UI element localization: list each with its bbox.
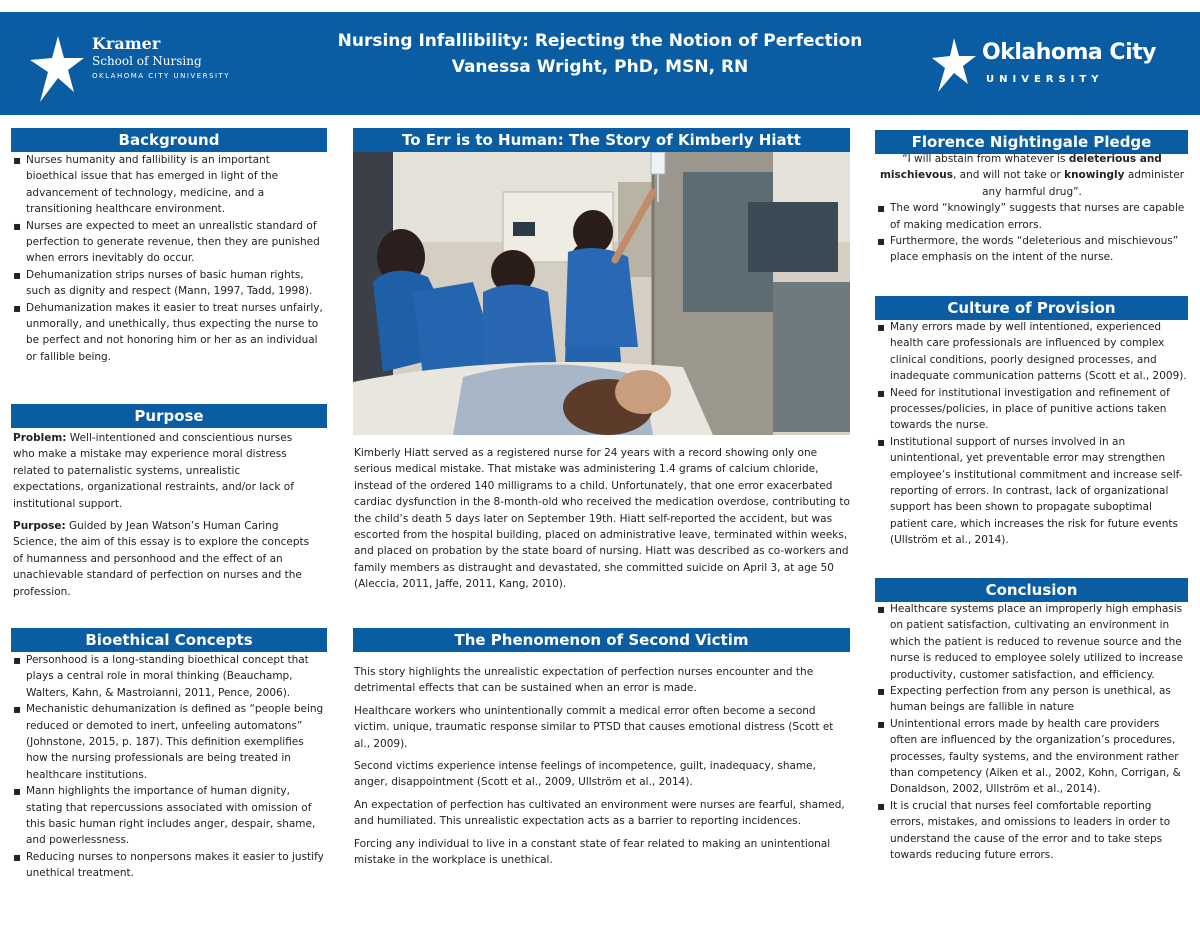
paragraph: Healthcare workers who unintentionally commit a medical error often become a second victim. unique, traumatic response similar to PTSD that causes emotional distress (Scott et al., 2009).: [354, 704, 834, 750]
problem-statement: [13, 430, 313, 512]
purpose-statement: [13, 518, 313, 600]
pledge-heading: Florence Nightingale Pledge: [875, 130, 1188, 154]
list-item: ▪ Institutional support of nurses involved in an unintentional, yet preventable error may strengthen employee’s institutional commitment and increase self-reporting of errors. In contrast, lack of organizational support has been shown to propagate suboptimal patient care, which increases the risk for future events (Ullström et al., 2014).: [876, 434, 1188, 549]
list-item: ▪ It is crucial that nurses feel comfortable reporting errors, mistakes, and omissions to leaders in order to understand the cause of the error and to take steps towards reducing future errors.: [876, 798, 1188, 864]
list-item: ▪ Reducing nurses to nonpersons makes it easier to justify unethical treatment.: [12, 849, 324, 882]
kramer-university: OKLAHOMA CITY UNIVERSITY: [92, 72, 231, 80]
list-item: ▪ Furthermore, the words “deleterious and mischievous” place emphasis on the intent of the nurse.: [876, 233, 1188, 266]
pledge-quote: [876, 151, 1188, 200]
poster-title-block: [300, 28, 900, 80]
conclusion-heading: Conclusion: [875, 578, 1188, 602]
second-victim-body: [354, 664, 852, 868]
purpose-text: Guided by Jean Watson’s Human Caring Science, the aim of this essay is to explore the concepts of humanness and personhood and the effect of an unachievable standard of perfection on nurses and the profession.: [13, 520, 310, 598]
story-heading: To Err is to Human: The Story of Kimberly Hiatt: [353, 128, 850, 152]
paragraph: This story highlights the unrealistic expectation of perfection nurses encounter and the detrimental effects that can be sustained when an error is made.: [354, 666, 814, 695]
list-item: ▪ Dehumanization makes it easier to treat nurses unfairly, unmorally, and unethically, thus expecting the nurse to be perfect and not honoring him or her as an individual or fallible being.: [12, 300, 324, 366]
quote-text: “I will abstain from whatever is: [902, 153, 1069, 165]
quote-emphasis: knowingly: [1064, 169, 1125, 182]
list-item: ▪ Expecting perfection from any person is unethical, as human beings are fallible in nature: [876, 683, 1188, 716]
poster-author: Vanessa Wright, PhD, MSN, RN: [451, 57, 749, 77]
paragraph: An expectation of perfection has cultivated an environment were nurses are fearful, shamed, and humiliated. This unrealistic expectation acts as a barrier to reporting incidences.: [354, 798, 845, 828]
pledge-body: [876, 151, 1188, 266]
story-text: Kimberly Hiatt served as a registered nurse for 24 years with a record showing only one serious medical mistake. That mistake was administering 1.4 grams of calcium chloride, instead of the ordered 140 milligrams to a child. Unfortunately, that one error exacerbated cardiac dysfunction in the 8-month-old who received the medication overdose, contributing to the child’s death 5 days later on September 19th. Hiatt self-reported the accident, but was escorted from the hospital building, placed on administrative leave, terminated within weeks, and placed on probation by the state board of nursing. Hiatt was described as co-workers and family members as distraught and devastated, she committed suicide on April 3, at age 50 (Aleccia, 2011, Jaffe, 2011, Kang, 2010).: [354, 447, 850, 591]
okc-name: Oklahoma City: [982, 40, 1156, 65]
list-item: ▪ Dehumanization strips nurses of basic human rights, such as dignity and respect (Mann, 1997, Tadd, 1998).: [12, 267, 324, 300]
purpose-heading: Purpose: [11, 404, 327, 428]
list-item: ▪ Mechanistic dehumanization is defined as “people being reduced or demoted to inert, unfeeling automatons” (Johnstone, 2015, p. 187). This definition exemplifies how the nursing professionals are being treated in healthcare institutions.: [12, 701, 324, 783]
kramer-subtitle: School of Nursing: [92, 54, 202, 68]
star-icon: [28, 32, 86, 104]
list-item: ▪ Unintentional errors made by health care providers often are influenced by the organization’s procedures, processes, faulty systems, and the environment rather than competency (Aiken et al., 2002, Kohn, Corrigan, & Donaldson, 2002, Ullström et al., 2014).: [876, 716, 1188, 798]
quote-emphasis: deleterious and mischievous: [879, 153, 1162, 182]
purpose-body: [13, 430, 313, 600]
photo-illustration: [353, 152, 850, 435]
kramer-logo: [28, 30, 268, 108]
paragraph: Second victims experience intense feelings of incompetence, guilt, inadequacy, shame, anger, disappointment (Scott et al., 2009, Ullström et al., 2014).: [354, 760, 816, 789]
second-victim-heading: The Phenomenon of Second Victim: [353, 628, 850, 652]
paragraph: Forcing any individual to live in a constant state of fear related to making an unintentional mistake in the workplace is unethical.: [354, 837, 831, 867]
problem-text: Well-intentioned and conscientious nurses who make a mistake may experience moral distress related to paternalistic systems, unrealistic expectations, organizational restraints, and/or lack of institutional support.: [13, 432, 294, 510]
list-item: ▪ Mann highlights the importance of human dignity, stating that repercussions associated with omission of this basic human right includes anger, despair, shame, and powerlessness.: [12, 783, 324, 849]
nursing-simulation-photo: [353, 152, 850, 435]
list-item: ▪ Healthcare systems place an improperly high emphasis on patient satisfaction, cultivating an environment in which the patient is reduced to revenue source and the nurse is reduced to employee solely utilized to increase productivity, customer satisfaction, and efficiency.: [876, 601, 1188, 683]
culture-list: [876, 319, 1188, 549]
quote-text: , and will not take or: [952, 169, 1065, 182]
kramer-name: Kramer: [92, 34, 161, 53]
list-item: ▪ Many errors made by well intentioned, experienced health care professionals are influenced by complex clinical conditions, poorly designed processes, and inadequate communication patterns (Scott et al., 2009).: [876, 319, 1188, 385]
problem-label: Problem:: [13, 432, 67, 444]
list-item: ▪ The word “knowingly” suggests that nurses are capable of making medication errors.: [876, 200, 1188, 233]
purpose-label: Purpose:: [13, 520, 66, 533]
background-list: [12, 152, 324, 365]
background-heading: Background: [11, 128, 327, 152]
quote-text: administer any harmful drug”.: [982, 169, 1185, 198]
list-item: ▪ Personhood is a long-standing bioethical concept that plays a central role in moral thinking (Beauchamp, Walters, Kahn, & Mastroianni, 2011, Pence, 2006).: [12, 652, 324, 701]
list-item: ▪ Nurses humanity and fallibility is an important bioethical issue that has emerged in light of the advancement of technology, medicine, and a transitioning healthcare environment.: [12, 152, 324, 218]
bioethical-heading: Bioethical Concepts: [11, 628, 327, 652]
culture-heading: Culture of Provision: [875, 296, 1188, 320]
list-item: ▪ Nurses are expected to meet an unrealistic standard of perfection to generate revenue, then they are punished when errors inevitably do occur.: [12, 218, 324, 267]
conclusion-list: [876, 601, 1188, 864]
poster-title: Nursing Infallibility: Rejecting the Notion of Perfection: [337, 31, 863, 51]
okc-university: UNIVERSITY: [986, 74, 1104, 85]
okc-logo: [930, 36, 1180, 98]
star-icon: [930, 36, 978, 94]
bioethical-list: [12, 652, 324, 882]
list-item: ▪ Need for institutional investigation and refinement of processes/policies, in place of punitive actions taken towards the nurse.: [876, 385, 1188, 434]
